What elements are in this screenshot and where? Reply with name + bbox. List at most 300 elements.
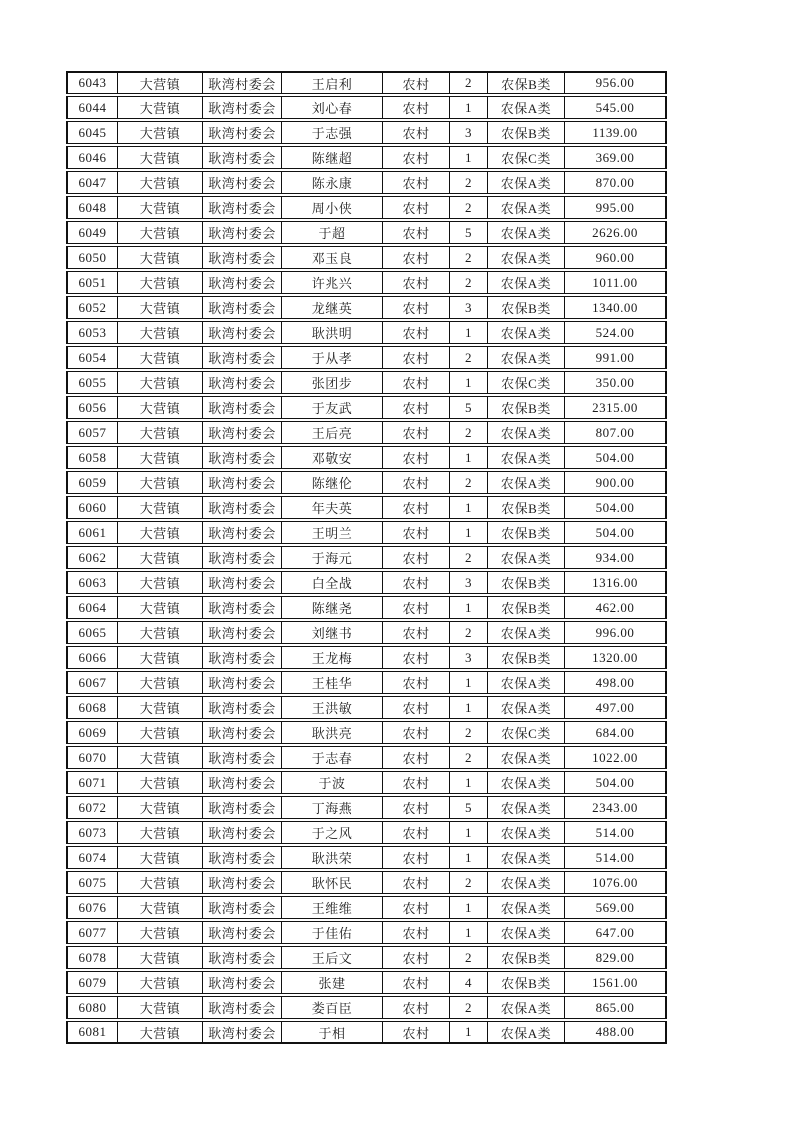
cell-amount: 350.00 [565, 371, 667, 394]
cell-village-committee: 耿湾村委会 [203, 971, 282, 994]
cell-member-count: 1 [450, 321, 488, 344]
cell-amount: 514.00 [565, 821, 667, 844]
cell-person-name: 王启利 [282, 71, 383, 94]
cell-insurance-category: 农保C类 [488, 371, 565, 394]
table-row [66, 596, 667, 619]
cell-serial-number: 6078 [66, 946, 118, 969]
cell-village-committee: 耿湾村委会 [203, 596, 282, 619]
cell-person-name: 王维维 [282, 896, 383, 919]
cell-person-name: 于海元 [282, 546, 383, 569]
cell-town: 大营镇 [118, 71, 203, 94]
cell-village-committee: 耿湾村委会 [203, 346, 282, 369]
cell-amount: 504.00 [565, 521, 667, 544]
cell-town: 大营镇 [118, 221, 203, 244]
cell-serial-number: 6049 [66, 221, 118, 244]
cell-amount: 991.00 [565, 346, 667, 369]
cell-person-name: 王桂华 [282, 671, 383, 694]
cell-town: 大营镇 [118, 421, 203, 444]
cell-amount: 504.00 [565, 496, 667, 519]
cell-serial-number: 6066 [66, 646, 118, 669]
cell-insurance-category: 农保B类 [488, 396, 565, 419]
cell-residence-type: 农村 [383, 696, 450, 719]
cell-insurance-category: 农保B类 [488, 496, 565, 519]
cell-serial-number: 6076 [66, 896, 118, 919]
cell-insurance-category: 农保A类 [488, 196, 565, 219]
cell-amount: 1340.00 [565, 296, 667, 319]
cell-insurance-category: 农保B类 [488, 571, 565, 594]
table-row [66, 246, 667, 269]
cell-amount: 497.00 [565, 696, 667, 719]
cell-residence-type: 农村 [383, 346, 450, 369]
cell-residence-type: 农村 [383, 871, 450, 894]
cell-town: 大营镇 [118, 646, 203, 669]
cell-amount: 1561.00 [565, 971, 667, 994]
cell-insurance-category: 农保A类 [488, 746, 565, 769]
cell-residence-type: 农村 [383, 171, 450, 194]
cell-person-name: 许兆兴 [282, 271, 383, 294]
cell-member-count: 1 [450, 96, 488, 119]
cell-person-name: 耿洪亮 [282, 721, 383, 744]
cell-serial-number: 6050 [66, 246, 118, 269]
cell-insurance-category: 农保A类 [488, 896, 565, 919]
cell-member-count: 1 [450, 446, 488, 469]
cell-insurance-category: 农保B类 [488, 521, 565, 544]
cell-amount: 807.00 [565, 421, 667, 444]
cell-village-committee: 耿湾村委会 [203, 771, 282, 794]
cell-insurance-category: 农保B类 [488, 121, 565, 144]
cell-member-count: 2 [450, 621, 488, 644]
cell-serial-number: 6047 [66, 171, 118, 194]
cell-amount: 956.00 [565, 71, 667, 94]
cell-member-count: 1 [450, 596, 488, 619]
cell-village-committee: 耿湾村委会 [203, 196, 282, 219]
cell-town: 大营镇 [118, 946, 203, 969]
cell-amount: 504.00 [565, 446, 667, 469]
cell-insurance-category: 农保C类 [488, 146, 565, 169]
cell-serial-number: 6075 [66, 871, 118, 894]
cell-member-count: 3 [450, 646, 488, 669]
cell-person-name: 王后亮 [282, 421, 383, 444]
cell-serial-number: 6067 [66, 671, 118, 694]
cell-member-count: 1 [450, 496, 488, 519]
cell-amount: 1076.00 [565, 871, 667, 894]
cell-amount: 369.00 [565, 146, 667, 169]
table-row [66, 996, 667, 1019]
cell-insurance-category: 农保B类 [488, 596, 565, 619]
cell-person-name: 于超 [282, 221, 383, 244]
table-row [66, 146, 667, 169]
cell-town: 大营镇 [118, 171, 203, 194]
cell-insurance-category: 农保B类 [488, 971, 565, 994]
cell-member-count: 3 [450, 121, 488, 144]
cell-member-count: 2 [450, 196, 488, 219]
cell-person-name: 耿怀民 [282, 871, 383, 894]
table-row [66, 896, 667, 919]
cell-person-name: 耿洪荣 [282, 846, 383, 869]
cell-insurance-category: 农保B类 [488, 296, 565, 319]
cell-residence-type: 农村 [383, 121, 450, 144]
cell-village-committee: 耿湾村委会 [203, 796, 282, 819]
cell-insurance-category: 农保A类 [488, 871, 565, 894]
table-row [66, 396, 667, 419]
cell-serial-number: 6044 [66, 96, 118, 119]
cell-town: 大营镇 [118, 621, 203, 644]
cell-insurance-category: 农保C类 [488, 721, 565, 744]
cell-village-committee: 耿湾村委会 [203, 146, 282, 169]
cell-village-committee: 耿湾村委会 [203, 471, 282, 494]
cell-residence-type: 农村 [383, 671, 450, 694]
cell-village-committee: 耿湾村委会 [203, 846, 282, 869]
table-row [66, 446, 667, 469]
cell-town: 大营镇 [118, 846, 203, 869]
cell-insurance-category: 农保A类 [488, 621, 565, 644]
cell-serial-number: 6071 [66, 771, 118, 794]
cell-village-committee: 耿湾村委会 [203, 821, 282, 844]
cell-residence-type: 农村 [383, 246, 450, 269]
cell-person-name: 王明兰 [282, 521, 383, 544]
cell-residence-type: 农村 [383, 71, 450, 94]
table-row [66, 471, 667, 494]
table-row [66, 421, 667, 444]
cell-member-count: 2 [450, 271, 488, 294]
cell-amount: 1022.00 [565, 746, 667, 769]
cell-residence-type: 农村 [383, 371, 450, 394]
cell-town: 大营镇 [118, 371, 203, 394]
table-row [66, 671, 667, 694]
cell-serial-number: 6057 [66, 421, 118, 444]
table-row [66, 296, 667, 319]
cell-person-name: 于志春 [282, 746, 383, 769]
cell-residence-type: 农村 [383, 821, 450, 844]
table-row [66, 71, 667, 94]
cell-amount: 2315.00 [565, 396, 667, 419]
cell-member-count: 3 [450, 571, 488, 594]
table-row [66, 371, 667, 394]
cell-village-committee: 耿湾村委会 [203, 996, 282, 1019]
cell-serial-number: 6065 [66, 621, 118, 644]
table-row [66, 771, 667, 794]
table-row [66, 746, 667, 769]
cell-residence-type: 农村 [383, 421, 450, 444]
cell-village-committee: 耿湾村委会 [203, 496, 282, 519]
cell-serial-number: 6055 [66, 371, 118, 394]
cell-amount: 569.00 [565, 896, 667, 919]
cell-person-name: 于佳佑 [282, 921, 383, 944]
cell-village-committee: 耿湾村委会 [203, 1021, 282, 1044]
cell-village-committee: 耿湾村委会 [203, 696, 282, 719]
cell-amount: 2343.00 [565, 796, 667, 819]
cell-person-name: 于友武 [282, 396, 383, 419]
cell-member-count: 2 [450, 946, 488, 969]
cell-serial-number: 6045 [66, 121, 118, 144]
cell-member-count: 2 [450, 546, 488, 569]
cell-insurance-category: 农保B类 [488, 71, 565, 94]
cell-member-count: 1 [450, 771, 488, 794]
cell-residence-type: 农村 [383, 321, 450, 344]
cell-residence-type: 农村 [383, 96, 450, 119]
cell-amount: 504.00 [565, 771, 667, 794]
cell-member-count: 1 [450, 671, 488, 694]
cell-village-committee: 耿湾村委会 [203, 121, 282, 144]
cell-insurance-category: 农保A类 [488, 471, 565, 494]
cell-amount: 488.00 [565, 1021, 667, 1044]
cell-village-committee: 耿湾村委会 [203, 871, 282, 894]
cell-town: 大营镇 [118, 271, 203, 294]
cell-insurance-category: 农保A类 [488, 1021, 565, 1044]
cell-serial-number: 6068 [66, 696, 118, 719]
cell-amount: 462.00 [565, 596, 667, 619]
table-row [66, 846, 667, 869]
cell-person-name: 白全战 [282, 571, 383, 594]
cell-village-committee: 耿湾村委会 [203, 571, 282, 594]
cell-village-committee: 耿湾村委会 [203, 921, 282, 944]
cell-town: 大营镇 [118, 1021, 203, 1044]
cell-town: 大营镇 [118, 696, 203, 719]
cell-serial-number: 6058 [66, 446, 118, 469]
cell-member-count: 2 [450, 171, 488, 194]
table-row [66, 221, 667, 244]
cell-serial-number: 6043 [66, 71, 118, 94]
cell-amount: 900.00 [565, 471, 667, 494]
cell-serial-number: 6064 [66, 596, 118, 619]
cell-insurance-category: 农保A类 [488, 996, 565, 1019]
cell-village-committee: 耿湾村委会 [203, 646, 282, 669]
cell-person-name: 陈继超 [282, 146, 383, 169]
cell-amount: 684.00 [565, 721, 667, 744]
cell-person-name: 陈永康 [282, 171, 383, 194]
cell-insurance-category: 农保A类 [488, 346, 565, 369]
cell-person-name: 张建 [282, 971, 383, 994]
cell-town: 大营镇 [118, 546, 203, 569]
cell-member-count: 2 [450, 871, 488, 894]
cell-serial-number: 6069 [66, 721, 118, 744]
table-row [66, 621, 667, 644]
cell-village-committee: 耿湾村委会 [203, 446, 282, 469]
cell-residence-type: 农村 [383, 921, 450, 944]
benefits-roster-table [66, 69, 667, 1046]
cell-insurance-category: 农保B类 [488, 646, 565, 669]
cell-amount: 647.00 [565, 921, 667, 944]
cell-person-name: 周小侠 [282, 196, 383, 219]
cell-member-count: 1 [450, 521, 488, 544]
cell-village-committee: 耿湾村委会 [203, 896, 282, 919]
cell-serial-number: 6054 [66, 346, 118, 369]
cell-person-name: 刘心春 [282, 96, 383, 119]
cell-village-committee: 耿湾村委会 [203, 421, 282, 444]
table-row [66, 321, 667, 344]
cell-person-name: 邓玉良 [282, 246, 383, 269]
cell-town: 大营镇 [118, 196, 203, 219]
cell-village-committee: 耿湾村委会 [203, 271, 282, 294]
cell-amount: 995.00 [565, 196, 667, 219]
cell-amount: 870.00 [565, 171, 667, 194]
cell-town: 大营镇 [118, 796, 203, 819]
cell-member-count: 5 [450, 796, 488, 819]
cell-village-committee: 耿湾村委会 [203, 221, 282, 244]
cell-town: 大营镇 [118, 246, 203, 269]
cell-residence-type: 农村 [383, 1021, 450, 1044]
cell-residence-type: 农村 [383, 621, 450, 644]
cell-amount: 514.00 [565, 846, 667, 869]
table-row [66, 1021, 667, 1044]
cell-serial-number: 6062 [66, 546, 118, 569]
cell-amount: 934.00 [565, 546, 667, 569]
cell-residence-type: 农村 [383, 721, 450, 744]
cell-village-committee: 耿湾村委会 [203, 296, 282, 319]
cell-amount: 829.00 [565, 946, 667, 969]
cell-person-name: 龙继英 [282, 296, 383, 319]
cell-member-count: 1 [450, 821, 488, 844]
cell-residence-type: 农村 [383, 146, 450, 169]
cell-village-committee: 耿湾村委会 [203, 396, 282, 419]
cell-residence-type: 农村 [383, 471, 450, 494]
cell-serial-number: 6053 [66, 321, 118, 344]
cell-residence-type: 农村 [383, 746, 450, 769]
cell-person-name: 王洪敏 [282, 696, 383, 719]
table-row [66, 271, 667, 294]
cell-serial-number: 6048 [66, 196, 118, 219]
cell-residence-type: 农村 [383, 846, 450, 869]
cell-amount: 2626.00 [565, 221, 667, 244]
cell-member-count: 2 [450, 246, 488, 269]
cell-amount: 865.00 [565, 996, 667, 1019]
cell-insurance-category: 农保A类 [488, 446, 565, 469]
cell-insurance-category: 农保A类 [488, 246, 565, 269]
cell-amount: 1316.00 [565, 571, 667, 594]
cell-residence-type: 农村 [383, 546, 450, 569]
cell-town: 大营镇 [118, 321, 203, 344]
cell-village-committee: 耿湾村委会 [203, 321, 282, 344]
cell-residence-type: 农村 [383, 521, 450, 544]
cell-residence-type: 农村 [383, 196, 450, 219]
cell-person-name: 王后文 [282, 946, 383, 969]
cell-insurance-category: 农保A类 [488, 221, 565, 244]
cell-serial-number: 6059 [66, 471, 118, 494]
cell-person-name: 于志强 [282, 121, 383, 144]
cell-serial-number: 6072 [66, 796, 118, 819]
cell-serial-number: 6073 [66, 821, 118, 844]
cell-town: 大营镇 [118, 746, 203, 769]
cell-member-count: 5 [450, 396, 488, 419]
cell-member-count: 2 [450, 71, 488, 94]
cell-insurance-category: 农保A类 [488, 271, 565, 294]
cell-insurance-category: 农保A类 [488, 546, 565, 569]
cell-amount: 524.00 [565, 321, 667, 344]
cell-member-count: 2 [450, 996, 488, 1019]
cell-member-count: 1 [450, 1021, 488, 1044]
cell-village-committee: 耿湾村委会 [203, 546, 282, 569]
table-row [66, 821, 667, 844]
cell-town: 大营镇 [118, 571, 203, 594]
cell-amount: 1011.00 [565, 271, 667, 294]
cell-insurance-category: 农保A类 [488, 846, 565, 869]
cell-residence-type: 农村 [383, 271, 450, 294]
cell-insurance-category: 农保A类 [488, 921, 565, 944]
cell-town: 大营镇 [118, 146, 203, 169]
cell-person-name: 耿洪明 [282, 321, 383, 344]
table-row [66, 121, 667, 144]
cell-residence-type: 农村 [383, 296, 450, 319]
cell-serial-number: 6074 [66, 846, 118, 869]
table-row [66, 521, 667, 544]
table-row [66, 571, 667, 594]
cell-serial-number: 6052 [66, 296, 118, 319]
cell-serial-number: 6081 [66, 1021, 118, 1044]
cell-member-count: 1 [450, 921, 488, 944]
cell-person-name: 于波 [282, 771, 383, 794]
cell-town: 大营镇 [118, 721, 203, 744]
cell-residence-type: 农村 [383, 446, 450, 469]
cell-town: 大营镇 [118, 671, 203, 694]
cell-person-name: 丁海燕 [282, 796, 383, 819]
cell-residence-type: 农村 [383, 971, 450, 994]
cell-member-count: 1 [450, 696, 488, 719]
table-row [66, 721, 667, 744]
cell-insurance-category: 农保A类 [488, 771, 565, 794]
cell-village-committee: 耿湾村委会 [203, 246, 282, 269]
cell-town: 大营镇 [118, 596, 203, 619]
table-row [66, 496, 667, 519]
table-body [66, 71, 667, 1044]
cell-serial-number: 6046 [66, 146, 118, 169]
cell-insurance-category: 农保A类 [488, 96, 565, 119]
cell-insurance-category: 农保A类 [488, 821, 565, 844]
cell-serial-number: 6056 [66, 396, 118, 419]
cell-person-name: 邓敬安 [282, 446, 383, 469]
cell-amount: 1320.00 [565, 646, 667, 669]
cell-residence-type: 农村 [383, 946, 450, 969]
table-row [66, 96, 667, 119]
table-row [66, 871, 667, 894]
cell-residence-type: 农村 [383, 796, 450, 819]
cell-town: 大营镇 [118, 496, 203, 519]
cell-member-count: 1 [450, 146, 488, 169]
cell-insurance-category: 农保B类 [488, 946, 565, 969]
cell-amount: 960.00 [565, 246, 667, 269]
cell-town: 大营镇 [118, 821, 203, 844]
cell-serial-number: 6077 [66, 921, 118, 944]
cell-village-committee: 耿湾村委会 [203, 71, 282, 94]
cell-person-name: 于之风 [282, 821, 383, 844]
cell-village-committee: 耿湾村委会 [203, 96, 282, 119]
cell-town: 大营镇 [118, 521, 203, 544]
cell-town: 大营镇 [118, 471, 203, 494]
cell-town: 大营镇 [118, 971, 203, 994]
cell-insurance-category: 农保A类 [488, 671, 565, 694]
cell-member-count: 1 [450, 846, 488, 869]
cell-person-name: 于相 [282, 1021, 383, 1044]
table-row [66, 646, 667, 669]
cell-village-committee: 耿湾村委会 [203, 746, 282, 769]
cell-town: 大营镇 [118, 121, 203, 144]
cell-village-committee: 耿湾村委会 [203, 371, 282, 394]
cell-amount: 1139.00 [565, 121, 667, 144]
cell-serial-number: 6063 [66, 571, 118, 594]
cell-town: 大营镇 [118, 446, 203, 469]
cell-serial-number: 6080 [66, 996, 118, 1019]
cell-town: 大营镇 [118, 771, 203, 794]
cell-town: 大营镇 [118, 921, 203, 944]
cell-residence-type: 农村 [383, 896, 450, 919]
cell-residence-type: 农村 [383, 596, 450, 619]
cell-person-name: 年夫英 [282, 496, 383, 519]
cell-person-name: 刘继书 [282, 621, 383, 644]
cell-member-count: 1 [450, 371, 488, 394]
cell-insurance-category: 农保A类 [488, 696, 565, 719]
cell-village-committee: 耿湾村委会 [203, 171, 282, 194]
cell-residence-type: 农村 [383, 646, 450, 669]
cell-town: 大营镇 [118, 396, 203, 419]
